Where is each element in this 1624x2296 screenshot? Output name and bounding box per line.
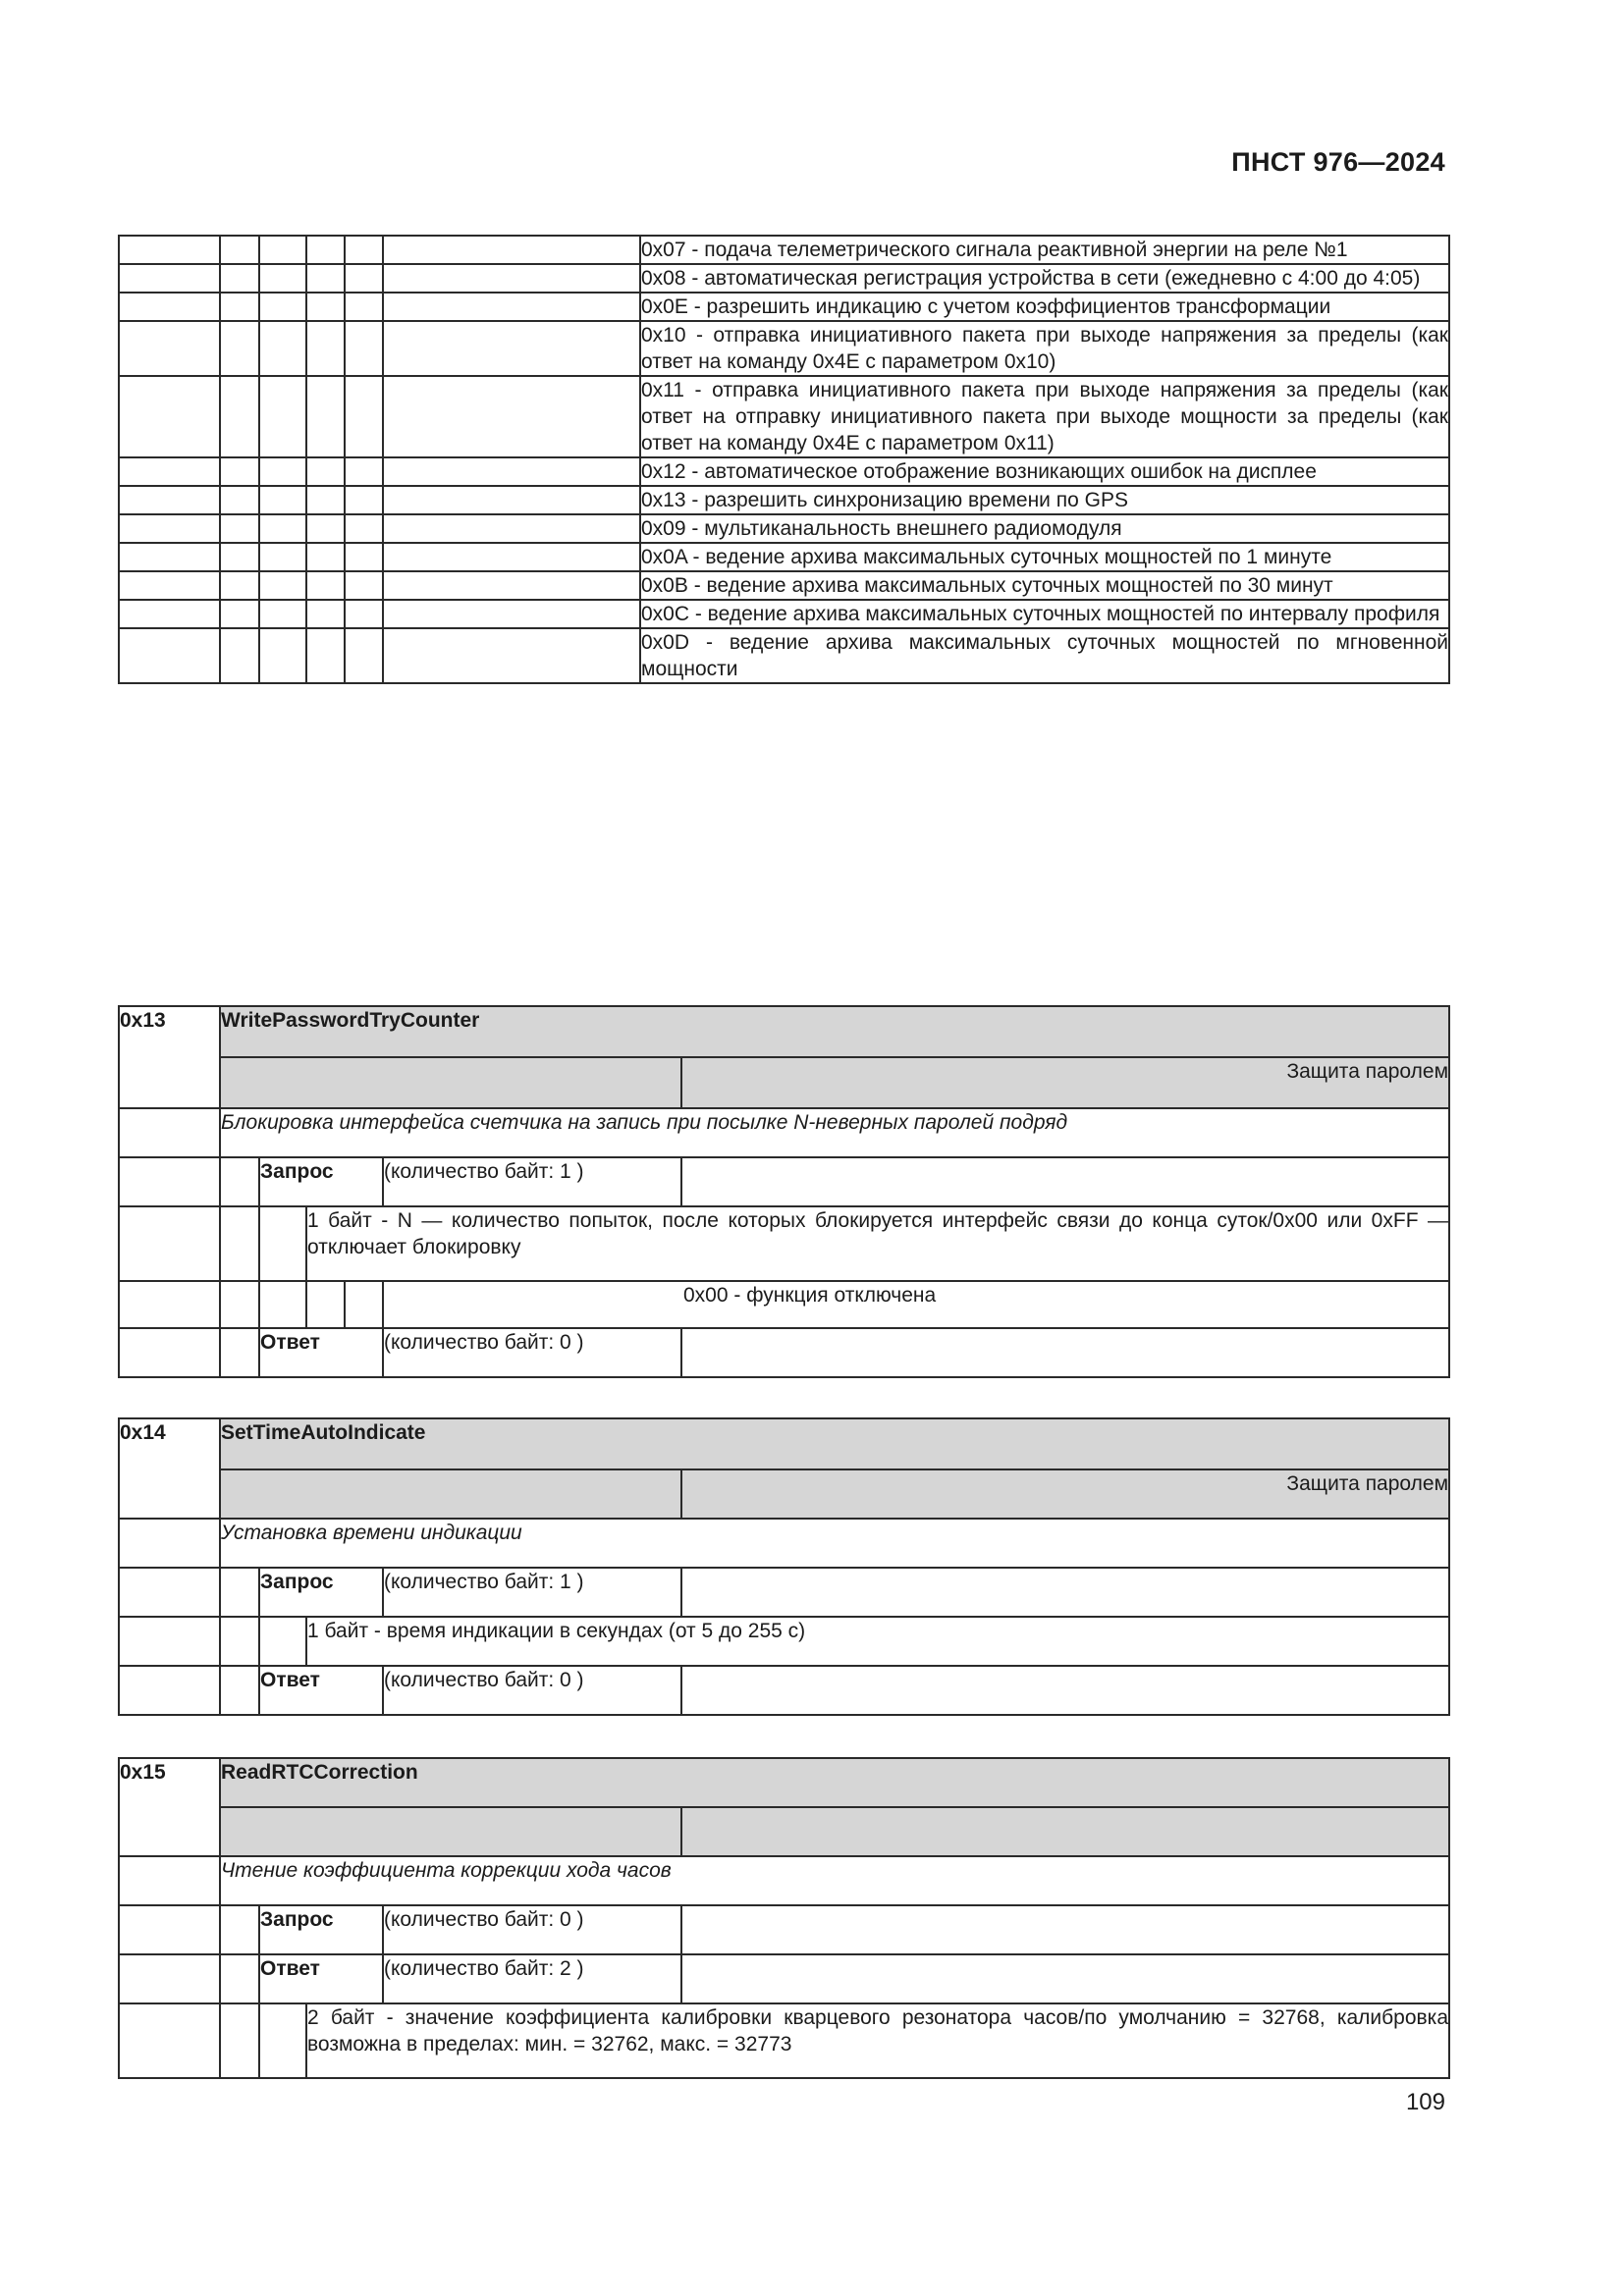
empty-cell	[220, 1954, 259, 2003]
command-description: Блокировка интерфейса счетчика на запись при посылке N-неверных паролей подряд	[220, 1108, 1449, 1157]
empty-cell	[119, 1905, 220, 1954]
empty-cell	[119, 600, 220, 628]
empty-cell	[119, 376, 220, 457]
table-row	[119, 514, 1449, 543]
empty-cell	[306, 600, 345, 628]
table-row	[119, 600, 1449, 628]
empty-cell	[220, 628, 259, 683]
table-row	[119, 293, 1449, 321]
empty-cell	[383, 486, 640, 514]
table-row	[119, 264, 1449, 293]
empty-cell	[220, 2003, 259, 2078]
empty-cell	[259, 2003, 306, 2078]
empty-cell	[119, 571, 220, 600]
empty-cell	[119, 1666, 220, 1715]
empty-cell	[259, 628, 306, 683]
empty-cell	[345, 376, 383, 457]
empty-cell	[220, 1469, 681, 1519]
empty-cell	[259, 236, 306, 264]
table-row	[119, 236, 1449, 264]
empty-cell	[259, 321, 306, 376]
command-description: Чтение коэффициента коррекции хода часов	[220, 1856, 1449, 1905]
request-detail: 1 байт - N — количество попыток, после которых блокируется интерфейс связи до конца суток/0x00 или 0xFF — отключает блокировку	[306, 1206, 1449, 1281]
flag-description: 0x0D - ведение архива максимальных суточных мощностей по мгновенной мощности	[640, 628, 1449, 683]
command-name: SetTimeAutoIndicate	[220, 1418, 1449, 1469]
empty-cell	[345, 628, 383, 683]
empty-cell	[306, 571, 345, 600]
request-byte-count: (количество байт: 0 )	[383, 1905, 681, 1954]
command-table-0x13	[118, 1005, 1450, 1378]
document-code: ПНСТ 976—2024	[1231, 147, 1445, 177]
empty-cell	[119, 1157, 220, 1206]
empty-cell	[220, 1281, 259, 1328]
empty-cell	[345, 236, 383, 264]
flag-description: 0x0A - ведение архива максимальных суточных мощностей по 1 минуте	[640, 543, 1449, 571]
response-byte-count: (количество байт: 0 )	[383, 1666, 681, 1715]
empty-cell	[306, 1281, 345, 1328]
empty-cell	[345, 1281, 383, 1328]
empty-cell	[119, 543, 220, 571]
password-protection: Защита паролем	[681, 1057, 1449, 1108]
flags-table-body	[119, 236, 1449, 683]
empty-cell	[220, 236, 259, 264]
command-code: 0x14	[119, 1418, 220, 1519]
empty-cell	[220, 1157, 259, 1206]
command-name: ReadRTCCorrection	[220, 1758, 1449, 1807]
empty-cell	[681, 1954, 1449, 2003]
empty-cell	[259, 457, 306, 486]
empty-cell	[220, 486, 259, 514]
empty-cell	[306, 628, 345, 683]
empty-cell	[306, 236, 345, 264]
empty-cell	[345, 543, 383, 571]
empty-cell	[220, 600, 259, 628]
empty-cell	[345, 514, 383, 543]
empty-cell	[383, 571, 640, 600]
empty-cell	[220, 1617, 259, 1666]
empty-cell	[345, 264, 383, 293]
empty-cell	[306, 321, 345, 376]
flag-description: 0x08 - автоматическая регистрация устройства в сети (ежедневно с 4:00 до 4:05)	[640, 264, 1449, 293]
empty-cell	[119, 1954, 220, 2003]
empty-cell	[383, 321, 640, 376]
table-row	[119, 486, 1449, 514]
empty-cell	[345, 457, 383, 486]
flag-description: 0x10 - отправка инициативного пакета при выходе напряжения за пределы (как ответ на команду 0x4E с параметром 0x10)	[640, 321, 1449, 376]
empty-cell	[259, 1281, 306, 1328]
empty-cell	[345, 293, 383, 321]
empty-cell	[220, 264, 259, 293]
empty-cell	[383, 264, 640, 293]
request-label: Запрос	[259, 1905, 383, 1954]
empty-cell	[119, 457, 220, 486]
empty-cell	[259, 264, 306, 293]
empty-cell	[681, 1568, 1449, 1617]
empty-cell	[119, 321, 220, 376]
request-byte-count: (количество байт: 1 )	[383, 1568, 681, 1617]
empty-cell	[220, 543, 259, 571]
empty-cell	[119, 1206, 220, 1281]
flag-description: 0x09 - мультиканальность внешнего радиомодуля	[640, 514, 1449, 543]
empty-cell	[681, 1328, 1449, 1377]
request-byte-count: (количество байт: 1 )	[383, 1157, 681, 1206]
empty-cell	[119, 2003, 220, 2078]
empty-cell	[383, 543, 640, 571]
empty-cell	[119, 486, 220, 514]
response-byte-count: (количество байт: 0 )	[383, 1328, 681, 1377]
empty-cell	[220, 457, 259, 486]
empty-cell	[259, 571, 306, 600]
empty-cell	[119, 236, 220, 264]
empty-cell	[259, 600, 306, 628]
password-protection: Защита паролем	[681, 1469, 1449, 1519]
empty-cell	[681, 1807, 1449, 1856]
response-label: Ответ	[259, 1666, 383, 1715]
empty-cell	[220, 293, 259, 321]
empty-cell	[306, 486, 345, 514]
flags-table	[118, 235, 1450, 684]
empty-cell	[119, 1617, 220, 1666]
empty-cell	[220, 1666, 259, 1715]
command-code: 0x13	[119, 1006, 220, 1108]
flag-description: 0x13 - разрешить синхронизацию времени по GPS	[640, 486, 1449, 514]
empty-cell	[119, 1328, 220, 1377]
empty-cell	[119, 293, 220, 321]
table-row	[119, 543, 1449, 571]
table-row	[119, 321, 1449, 376]
empty-cell	[345, 486, 383, 514]
empty-cell	[220, 1328, 259, 1377]
empty-cell	[383, 457, 640, 486]
empty-cell	[383, 236, 640, 264]
empty-cell	[259, 514, 306, 543]
empty-cell	[220, 1057, 681, 1108]
empty-cell	[383, 600, 640, 628]
empty-cell	[220, 1905, 259, 1954]
empty-cell	[345, 571, 383, 600]
empty-cell	[383, 376, 640, 457]
empty-cell	[119, 1281, 220, 1328]
empty-cell	[306, 376, 345, 457]
command-description: Установка времени индикации	[220, 1519, 1449, 1568]
empty-cell	[259, 376, 306, 457]
page-number: 109	[1405, 2089, 1445, 2115]
empty-cell	[220, 571, 259, 600]
empty-cell	[383, 628, 640, 683]
request-detail: 1 байт - время индикации в секундах (от 5 до 255 с)	[306, 1617, 1449, 1666]
empty-cell	[220, 376, 259, 457]
response-detail: 2 байт - значение коэффициента калибровки кварцевого резонатора часов/по умолчанию = 32768, калибровка возможна в пределах: мин. = 32762, макс. = 32773	[306, 2003, 1449, 2078]
empty-cell	[119, 1856, 220, 1905]
empty-cell	[220, 321, 259, 376]
table-row	[119, 376, 1449, 457]
table-row	[119, 457, 1449, 486]
empty-cell	[220, 1807, 681, 1856]
empty-cell	[220, 514, 259, 543]
response-label: Ответ	[259, 1954, 383, 2003]
table-row	[119, 628, 1449, 683]
empty-cell	[119, 1108, 220, 1157]
empty-cell	[345, 321, 383, 376]
empty-cell	[306, 293, 345, 321]
empty-cell	[259, 1206, 306, 1281]
empty-cell	[119, 1568, 220, 1617]
empty-cell	[119, 514, 220, 543]
empty-cell	[220, 1206, 259, 1281]
flag-description: 0x12 - автоматическое отображение возникающих ошибок на дисплее	[640, 457, 1449, 486]
empty-cell	[119, 628, 220, 683]
request-label: Запрос	[259, 1568, 383, 1617]
empty-cell	[306, 514, 345, 543]
empty-cell	[306, 457, 345, 486]
command-table-0x14	[118, 1417, 1450, 1716]
empty-cell	[383, 293, 640, 321]
table-row	[119, 571, 1449, 600]
empty-cell	[119, 1519, 220, 1568]
response-label: Ответ	[259, 1328, 383, 1377]
empty-cell	[306, 264, 345, 293]
empty-cell	[119, 264, 220, 293]
empty-cell	[345, 600, 383, 628]
empty-cell	[681, 1157, 1449, 1206]
command-name: WritePasswordTryCounter	[220, 1006, 1449, 1057]
command-table-0x15	[118, 1757, 1450, 2079]
flag-description: 0x0B - ведение архива максимальных суточных мощностей по 30 минут	[640, 571, 1449, 600]
response-byte-count: (количество байт: 2 )	[383, 1954, 681, 2003]
empty-cell	[259, 1617, 306, 1666]
empty-cell	[259, 486, 306, 514]
flag-description: 0x07 - подача телеметрического сигнала реактивной энергии на реле №1	[640, 236, 1449, 264]
empty-cell	[259, 543, 306, 571]
option-value: 0x00 - функция отключена	[383, 1281, 1449, 1328]
command-code: 0x15	[119, 1758, 220, 1856]
empty-cell	[220, 1568, 259, 1617]
flag-description: 0x0C - ведение архива максимальных суточных мощностей по интервалу профиля	[640, 600, 1449, 628]
request-label: Запрос	[259, 1157, 383, 1206]
flag-description: 0x0E - разрешить индикацию с учетом коэффициентов трансформации	[640, 293, 1449, 321]
empty-cell	[681, 1666, 1449, 1715]
flag-description: 0x11 - отправка инициативного пакета при выходе напряжения за пределы (как ответ на отправку инициативного пакета при выходе мощности за пределы (как ответ на команду 0x4E с параметром 0x11)	[640, 376, 1449, 457]
empty-cell	[681, 1905, 1449, 1954]
empty-cell	[259, 293, 306, 321]
empty-cell	[383, 514, 640, 543]
empty-cell	[306, 543, 345, 571]
